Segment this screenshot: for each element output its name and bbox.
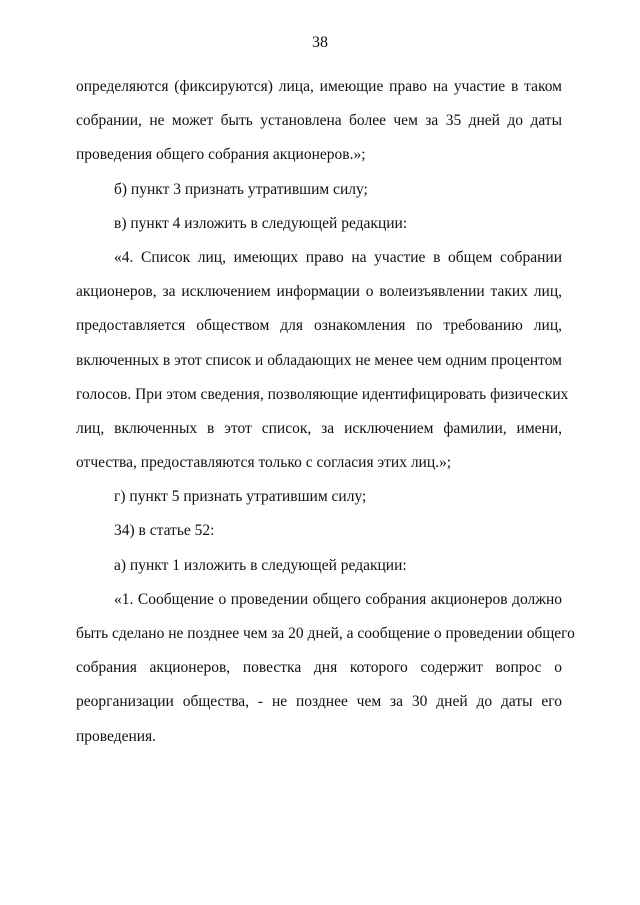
text-line: отчества, предоставляются только с согласия этих лиц.»;	[76, 454, 452, 472]
text-line: б) пункт 3 признать утратившим силу;	[114, 180, 368, 198]
text-line: голосов. При этом сведения, позволяющие идентифицировать физических	[76, 385, 569, 403]
text-line: «4. Список лиц, имеющих право на участие в общем собрании	[114, 248, 562, 266]
document-body	[76, 70, 575, 754]
text-line: лиц, включенных в этот список, за исключением фамилии, имени,	[76, 419, 562, 437]
text-line: предоставляется обществом для ознакомления по требованию лиц,	[76, 317, 562, 335]
text-line: в) пункт 4 изложить в следующей редакции:	[114, 214, 408, 232]
text-line: определяются (фиксируются) лица, имеющие право на участие в таком	[76, 78, 562, 95]
text-line: реорганизации общества, - не позднее чем за 30 дней до даты его	[76, 693, 562, 711]
text-line: 34) в статье 52:	[114, 522, 215, 540]
text-line: а) пункт 1 изложить в следующей редакции:	[114, 556, 407, 574]
text-line: г) пункт 5 признать утратившим силу;	[114, 488, 367, 506]
text-line: собрания акционеров, повестка дня которого содержит вопрос о	[76, 659, 562, 677]
text-line: включенных в этот список и обладающих не менее чем одним процентом	[76, 351, 562, 369]
page-number: 38	[312, 34, 328, 51]
text-line: акционеров, за исключением информации о волеизъявлении таких лиц,	[76, 283, 562, 301]
text-line: «1. Сообщение о проведении общего собрания акционеров должно	[114, 590, 562, 608]
text-line: собрании, не может быть установлена более чем за 35 дней до даты	[76, 112, 562, 130]
text-line: проведения.	[76, 727, 157, 745]
text-line: проведения общего собрания акционеров.»;	[76, 146, 366, 164]
text-line: быть сделано не позднее чем за 20 дней, а сообщение о проведении общего	[76, 625, 575, 642]
